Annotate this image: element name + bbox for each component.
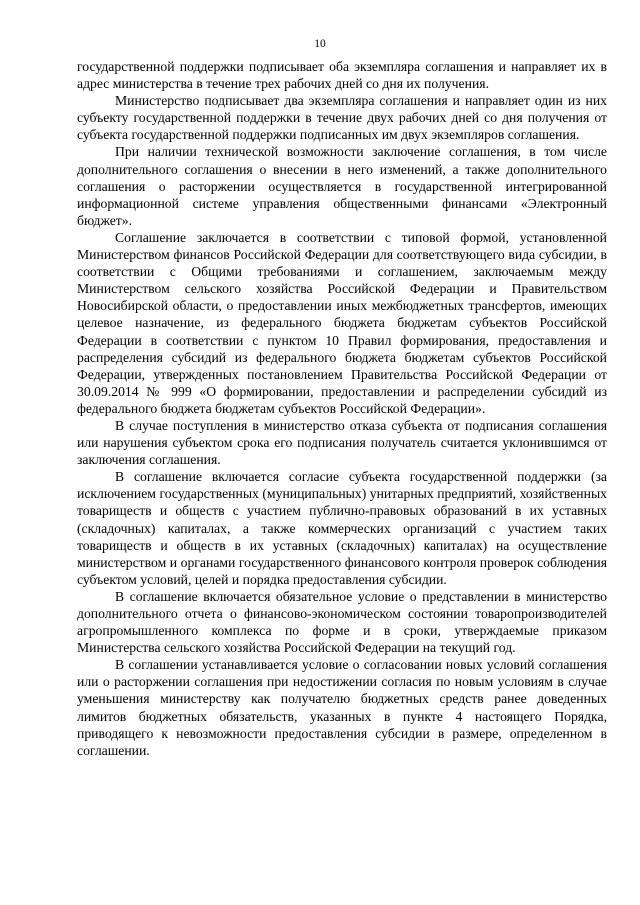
paragraph-standard-form: Соглашение заключается в соответствии с типовой формой, установленной Министерством финансов Российской Федерации для соответствующего вида субсидии, в соответствии с Общими требованиями и соглашением, заключаемым между Министерством сельского хозяйства Российской Федерации и Правительством Новосибирской области, о предоставлении иных межбюджетных трансфертов, имеющих целевое назначение, из федерального бюджета бюджетам субъектов Российской Федерации в соответствии с пунктом 10 Правил формирования, предоставления и распределения субсидий из федерального бюджета бюджетам субъектов Российской Федерации, утвержденных постановлением Правительства Российской Федерации от 30.09.2014 № 999 «О формировании, предоставлении и распределении субсидий из федерального бюджета бюджетам субъектов Российской Федерации». [77,229,607,416]
paragraph-electronic-budget: При наличии технической возможности заключение соглашения, в том числе дополнительного соглашения о внесении в него изменений, а также дополнительного соглашения о расторжении осуществляется в государственной интегрированной информационной системе управления общественными финансами «Электронный бюджет». [77,144,607,228]
page-number: 10 [314,38,326,50]
paragraph-additional-report: В соглашение включается обязательное условие о представлении в министерство дополнительного отчета о финансово-экономическом состоянии товаропроизводителей агропромышленного комплекса по форме и в сроки, утверждаемые приказом Министерства сельского хозяйства Российской Федерации на текущий год. [77,588,607,656]
document-body [77,58,607,759]
paragraph-signing: Министерство подписывает два экземпляра соглашения и направляет один из них субъекту государственной поддержки в течение двух рабочих дней со дня получения от субъекта государственной поддержки подписанных им двух экземпляров соглашения. [77,93,607,143]
paragraph-consent: В соглашение включается согласие субъекта государственной поддержки (за исключением государственных (муниципальных) унитарных предприятий, хозяйственных товариществ и обществ с участием публично-правовых образований в их уставных (складочных) капиталах, а также коммерческих организаций с участием таких товариществ и обществ в их уставных (складочных) капиталах) на осуществление министерством и органами государственного финансового контроля проверок соблюдения субъектом условий, целей и порядка предоставления субсидии. [77,469,607,587]
paragraph-continued: государственной поддержки подписывает оба экземпляра соглашения и направляет их в адрес министерства в течение трех рабочих дней со дня их получения. [77,59,607,92]
paragraph-refusal: В случае поступления в министерство отказа субъекта от подписания соглашения или нарушения субъектом срока его подписания получатель считается уклонившимся от заключения соглашения. [77,417,607,468]
paragraph-new-conditions: В соглашении устанавливается условие о согласовании новых условий соглашения или о расторжении соглашения при недостижении согласия по новым условиям в случае уменьшения министерству как получателю бюджетных средств ранее доведенных лимитов бюджетных обязательств, указанных в пункте 4 настоящего Порядка, приводящего к невозможности предоставления субсидии в размере, определенном в соглашении. [77,657,607,758]
